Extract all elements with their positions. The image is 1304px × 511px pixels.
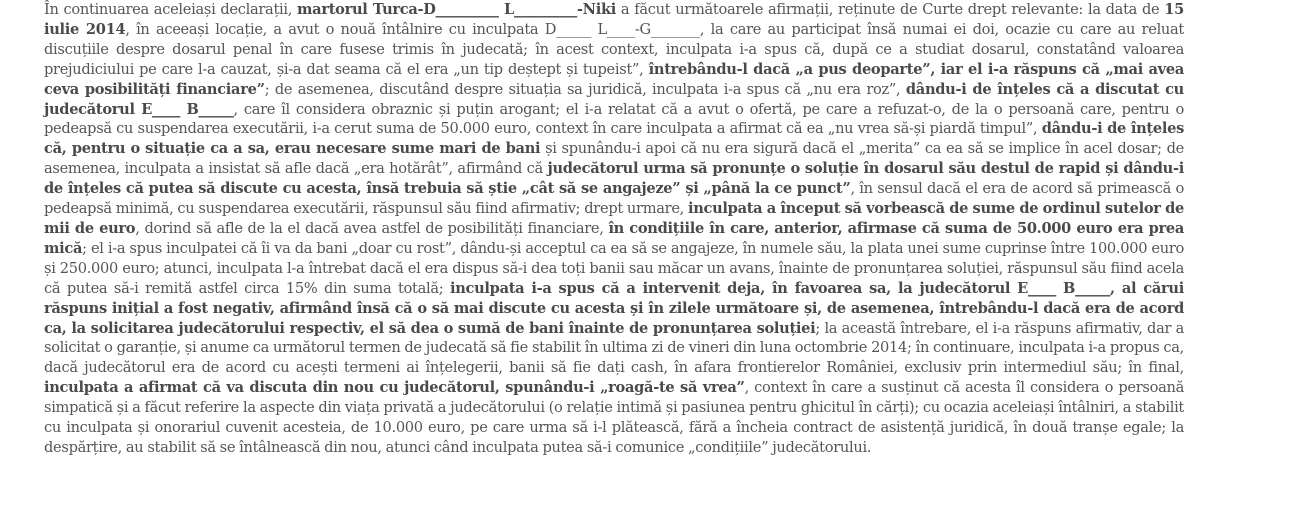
- bold-text-segment: întrebându-l dacă „a pus deoparte”, iar el i-a răspuns că „mai avea ceva posibilități financiare”: [44, 60, 1184, 98]
- bold-text-segment: dându-i de înțeles că a discutat cu judecătorul E____ B_____: [44, 80, 1184, 118]
- text-segment: , care îl considera obraznic și puțin arogant; el i-a relatat că a avut o ofertă, pe care a refuzat-o, de la o persoană care, pentru o pedeapsă cu suspendarea executării, i-a cerut suma de 50.000 euro, context în care inculpata a afirmat că ea „nu vrea să-și piardă timpul”,: [44, 100, 1184, 138]
- bold-text-segment: inculpata a afirmat că va discuta din nou cu judecătorul, spunându-i „roagă-te să vrea”: [44, 379, 745, 397]
- text-segment: , în sensul dacă el era de acord să primească o pedeapsă minimă, cu suspendarea executării, răspunsul său fiind afirmativ; drept urmare,: [44, 180, 1184, 218]
- bold-text-segment: dându-i de înțeles că, pentru o situație ca a sa, erau necesare sume mari de bani: [44, 120, 1184, 158]
- bold-text-segment: inculpata a început să vorbească de sume de ordinul sutelor de mii de euro: [44, 200, 1184, 237]
- text-segment: ; el i-a spus inculpatei că îi va da bani „doar cu rost”, dându-și acceptul ca ea să se angajeze, în numele său, la plata unei sume cuprinse între 100.000 euro și 250.000 euro; atunci, inculpata l-a întrebat dacă el era dispus să-i dea toți banii sau măcar un avans, înainte de pronunțarea soluției, răspunsul său fiind acela că putea să-i remită astfel circa 15% din suma totală;: [44, 239, 1184, 297]
- document-paragraph: [44, 0, 1184, 458]
- text-segment: În continuarea aceleiași declarații,: [44, 1, 298, 18]
- text-segment: , context în care a susținut că acesta îl considera o persoană simpatică și a făcut referire la aspecte din viața privată a judecătorului (o relație intimă și pasiunea pentru ghicitul în cărți); cu ocazia aceleiași întâlniri, a stabilit cu inculpata și onorariul cuvenit acesteia, de 10.000 euro, pe care urma să i-l plătească, fără a încheia contract de asistență juridică, în două tranșe egale; la despărțire, au stabilit să se întâlnească din nou, atunci când inculpata putea să-i comunice „condițiile” judecătorului.: [44, 379, 1184, 456]
- bold-text-segment: inculpata i-a spus că a intervenit deja, în favoarea sa, la judecătorul E____ B_____, al cărui răspuns inițial a fost negativ, afirmând însă că o să mai discute cu acesta și în zilele următoare și, de asemenea, întrebându-l dacă era de acord ca, la solicitarea judecătorului respectiv, el să dea o sumă de bani înainte de pronunțarea soluției: [44, 279, 1184, 337]
- bold-text-segment: în condițiile în care, anterior, afirmase că suma de 50.000 euro era prea mică: [44, 219, 1184, 257]
- text-segment: și spunându-i apoi că nu era sigură dacă el „merita” ca ea să se implice în acel dosar; de asemenea, inculpata a insistat să afle dacă „era hotărât”, afirmând că: [44, 140, 1184, 178]
- text-segment: , dorind să afle de la el dacă avea astfel de posibilități financiare,: [135, 219, 609, 237]
- text-segment: , în aceeași locație, a avut o nouă întâlnire cu inculpata D_____ L____-G_______, la care au participat însă numai ei doi, ocazie cu care au reluat discuțiile despre dosarul penal în care fusese trimis în judecată; în acest context, inculpata i-a spus că, după ce a studiat dosarul, constatând valoarea prejudiciului pe care l-a cauzat, și-a dat seama că el era „un tip deștept și tupeist”,: [44, 20, 1184, 78]
- bold-text-segment: judecătorul urma să pronunțe o soluție în dosarul său destul de rapid și dându-i de înțeles că putea să discute cu acesta, însă trebuia să știe „cât să se angajeze” și „până la ce punct”: [44, 160, 1184, 198]
- text-segment: a făcut următoarele afirmații, reținute de Curte drept relevante: la data de: [616, 1, 1165, 18]
- bold-text-segment: martorul Turca-D_________ L_________-Niki: [297, 1, 617, 18]
- text-segment: ; la această întrebare, el i-a răspuns afirmativ, dar a solicitat o garanție, și anume ca următorul termen de judecată să fie stabilit în ultima zi de vineri din luna octombrie 2014; în continuare, inculpata i-a propus ca, dacă judecătorul era de acord cu acești termeni ai înțelegerii, banii să fie dați cash, în afara frontierelor României, exclusiv prin intermediul său; în final,: [44, 319, 1184, 377]
- bold-text-segment: 15 iulie 2014: [44, 1, 1184, 38]
- text-segment: ; de asemenea, discutând despre situația sa juridică, inculpata i-a spus că „nu era roz”,: [264, 80, 906, 98]
